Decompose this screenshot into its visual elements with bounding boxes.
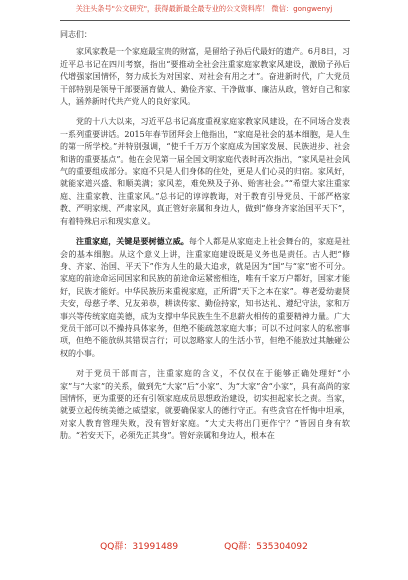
paragraph-lead: 注重家庭，关键是要树德立威。 [76,236,189,247]
paragraph-2 [60,115,350,228]
header-divider [60,20,350,21]
footer-qq-group-2: QQ群：535304092 [224,542,308,552]
page-header-banner: 关注头条号"公文研究"，获得最新最全最专业的公文资料库！ 微信：gongwenyj [75,4,333,13]
paragraph-3 [60,235,350,360]
paragraph-text: 对于党员干部而言，注重家庭的含义，不仅仅在于能够正确处理好“小家”与“大家”的关系，做到先“大家”后“小家”、为“大家”舍“小家”，具有高尚的家国情怀，更为重要的还有引领家庭成员思想政治建设，切实担起家长之责。当家，就要立起传统美德之威望家，就要确保家人的德行守正。有些贪官在忏悔中坦承，对家人教育管理失败，没有管好家庭。“大丈夫将出门更作宁？”皆因自身有软肋。“若安天下，必须先正其身”。管好亲属和身边人，根本在 [60,369,350,441]
paragraph-text: 每个人都是从家庭走上社会舞台的，家庭是社会的基本细胞。从这个意义上讲，注重家庭建设既是义务也是责任。古人把“修身、齐家、治国、平天下”作为人生的最大追求，就是因为“国”与“家”密不可分。家庭的前途命运同国家和民族的前途命运紧密相连，唯有千家万户都好，国家才能好，民族才能好。中华民族历来重视家庭，正所谓“天下之本在家”。尊老爱幼妻贤夫安，母慈子孝、兄友弟恭，耕读传家、勤俭持家，知书达礼、遵纪守法，家和万事兴等传统家庭美德，成为支撑中华民族生生不息薪火相传的重要精神力量。广大党员干部可以不操持具体家务，但绝不能疏忽家庭大事；可以不过问家人的私密事项，但绝不能放纵其错误言行；可以忽略家人的生活小节，但绝不能放过其触碰公权的小事。 [60,237,350,358]
paragraph-1 [60,45,350,108]
paragraph-4 [60,367,350,442]
footer-qq-group-1: QQ群：31991489 [100,542,179,552]
paragraph-text: 党的十八大以来，习近平总书记高度重视家庭家教家风建设，在不同场合发表一系列重要讲话。2015年春节团拜会上他指出，“家庭是社会的基本细胞，是人生的第一所学校。”并特别强调，“使千千万万个家庭成为国家发展、民族进步、社会和谐的重要基点”。他在会见第一届全国文明家庭代表时再次指出，“家风是社会风气的重要组成部分。家庭不只是人们身体的住处，更是人们心灵的归宿。家风好，就能家道兴盛、和顺美满；家风差，难免殃及子孙、贻害社会。”“希望大家注重家庭、注重家教、注重家风。”总书记的谆谆教诲，对于教育引导党员、干部严格家教、严明家规、严肃家风，真正管好亲属和身边人，做到“修身齐家治国平天下”，有着特殊启示和现实意义。 [60,117,350,226]
page-footer [0,539,408,552]
paragraph-text: 家风家教是一个家庭最宝贵的财富，是留给子孙后代最好的遗产。6月8日，习近平总书记在四川考察，指出“要推动全社会注重家庭家教家风建设，激励子孙后代增强家国情怀，努力成长为对国家、对社会有用之才”。奋进新时代，广大党员干部特别是领导干部要涵育做人、勤俭齐家、干净做事、廉洁从政，管好自己和家人，涵养新时代共产党人的良好家风。 [60,47,350,107]
document-body [60,29,350,450]
salutation: 同志们： [60,30,92,39]
